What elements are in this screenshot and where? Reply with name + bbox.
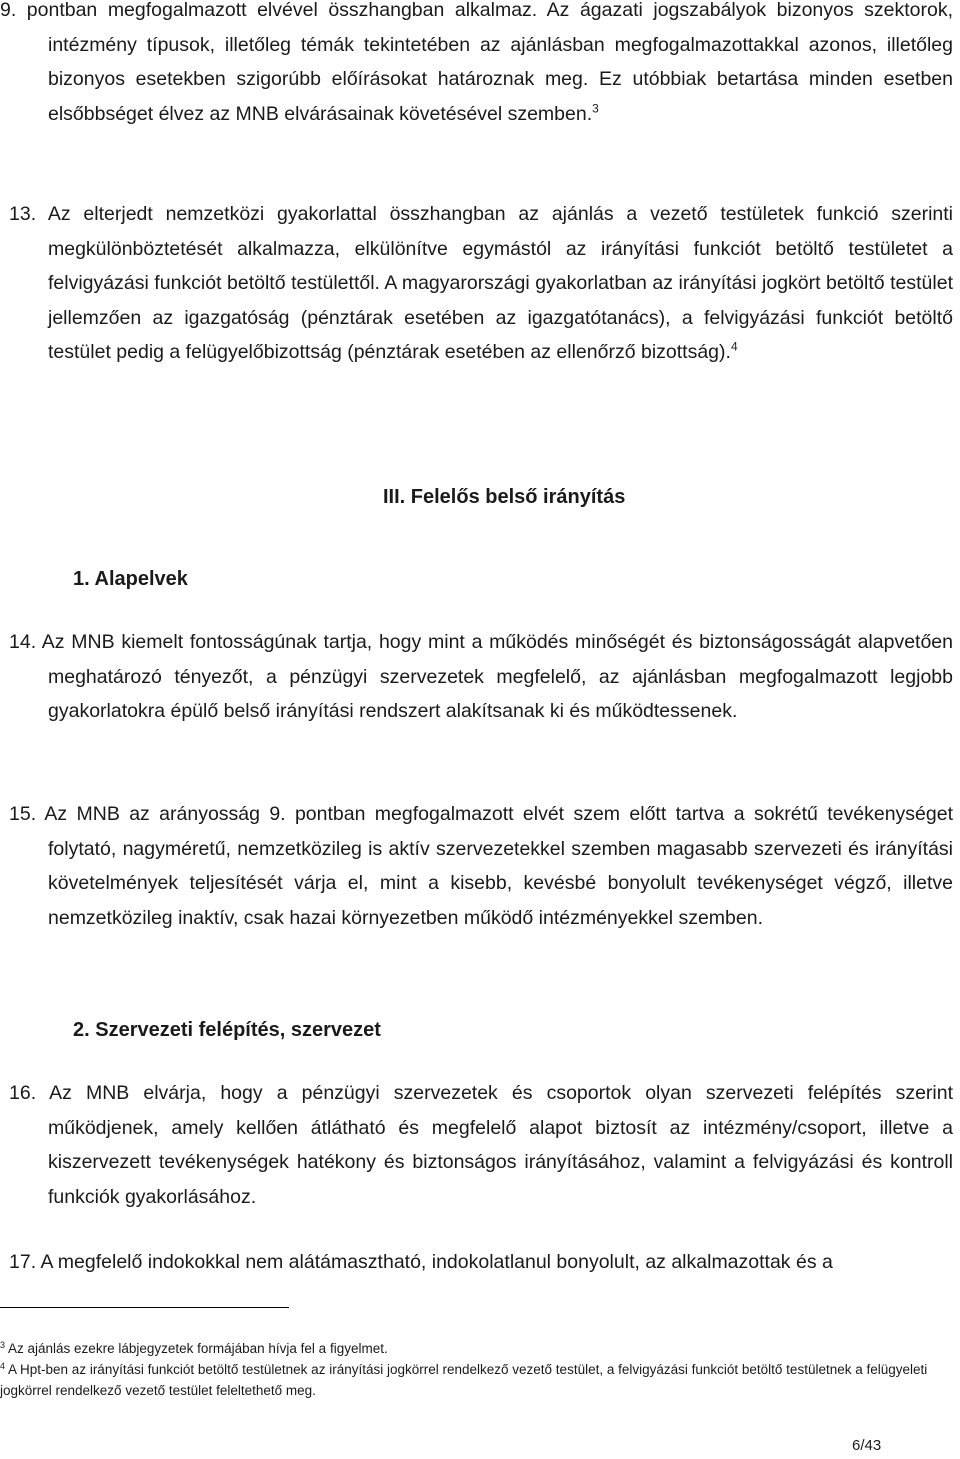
paragraph-text: A megfelelő indokokkal nem alátámasztható, indokolatlanul bonyolult, az alkalmazottak és a (40, 1251, 833, 1273)
page-number: 6/43 (852, 1437, 882, 1454)
subsection-heading-szervezet: 2. Szervezeti felépítés, szervezet (73, 1019, 381, 1041)
footnote-ref-4[interactable]: 4 (730, 339, 738, 354)
footnote-4 (0, 1359, 960, 1401)
paragraph-17 (9, 1245, 953, 1280)
paragraph-9-continuation (0, 0, 953, 131)
footnotes (0, 1338, 960, 1401)
paragraph-16 (9, 1076, 954, 1214)
paragraph-number: 15. (9, 803, 37, 825)
paragraph-number: 14. (9, 631, 37, 653)
paragraph-number: 17. (9, 1251, 37, 1273)
paragraph-13 (9, 197, 954, 370)
paragraph-14 (9, 625, 953, 729)
footnote-mark: 3 (0, 1339, 6, 1350)
footnote-text: Az ajánlás ezekre lábjegyzetek formájában hívja fel a figyelmet. (8, 1341, 388, 1356)
paragraph-number: 16. (9, 1082, 37, 1104)
paragraph-text: Az elterjedt nemzetközi gyakorlattal összhangban az ajánlás a vezető testületek funkció szerinti megkülönböztetését alkalmazza, elkülönítve egymástól az irányítási funkciót betöltő testületet a felvigyázási funkciót betöltő testülettől. A magyarországi gyakorlatban az irányítási jogkört betöltő testület jellemzően az igazgatóság (pénztárak esetében az igazgatótanács), a felvigyázási funkciót betöltő testület pedig a felügyelőbizottság (pénztárak esetében az ellenőrző bizottság). (47, 203, 954, 363)
section-heading: III. Felelős belső irányítás (383, 486, 626, 508)
footnote-ref-3[interactable]: 3 (592, 101, 599, 115)
footnote-separator (0, 1307, 289, 1308)
paragraph-number: 13. (9, 203, 37, 225)
paragraph-text: Az MNB az arányosság 9. pontban megfogalmazott elvét szem előtt tartva a sokrétű tevékenységet folytató, nagyméretű, nemzetközileg is aktív szervezetekkel szemben magasabb szervezeti és irányítási követelmények teljesítését várja el, mint a kisebb, kevésbé bonyolult tevékenységet végző, illetve nemzetközileg inaktív, csak hazai környezetben működő intézményekkel szemben. (44, 803, 953, 929)
footnote-3 (0, 1338, 960, 1359)
paragraph-text: Az MNB kiemelt fontosságúnak tartja, hogy mint a működés minőségét és biztonságosságát alapvetően meghatározó tényezőt, a pénzügyi szervezetek megfelelő, az ajánlásban megfogalmazott legjobb gyakorlatokra épülő belső irányítási rendszert alakítsanak ki és működtessenek. (41, 631, 953, 722)
footnote-mark: 4 (0, 1360, 6, 1371)
paragraph-text: Az MNB elvárja, hogy a pénzügyi szervezetek és csoportok olyan szervezeti felépítés szerint működjenek, amely kellően átlátható és megfelelő alapot biztosít az intézmény/csoport, illetve a kiszervezett tevékenységek hatékony és biztonságos irányításához, valamint a felvigyázási és kontroll funkciók gyakorlásához. (48, 1082, 954, 1208)
paragraph-15 (9, 797, 953, 935)
paragraph-text: 9. pontban megfogalmazott elvével összhangban alkalmaz. Az ágazati jogszabályok bizonyos szektorok, intézmény típusok, illetőleg témák tekintetében az ajánlásban megfogalmazottakkal azonos, illetőleg bizonyos esetekben szigorúbb előírásokat határoznak meg. Ez utóbbiak betartása minden esetben elsőbbséget élvez az MNB elvárásainak követésével szemben. (0, 0, 953, 125)
footnote-text: A Hpt-ben az irányítási funkciót betöltő testületnek az irányítási jogkörrel rendelkező vezető testület, a felvigyázási funkciót betöltő testületnek a felügyeleti jogkörrel rendelkező vezető testület feleltethető meg. (0, 1362, 928, 1398)
subsection-heading-alapelvek: 1. Alapelvek (73, 568, 188, 590)
